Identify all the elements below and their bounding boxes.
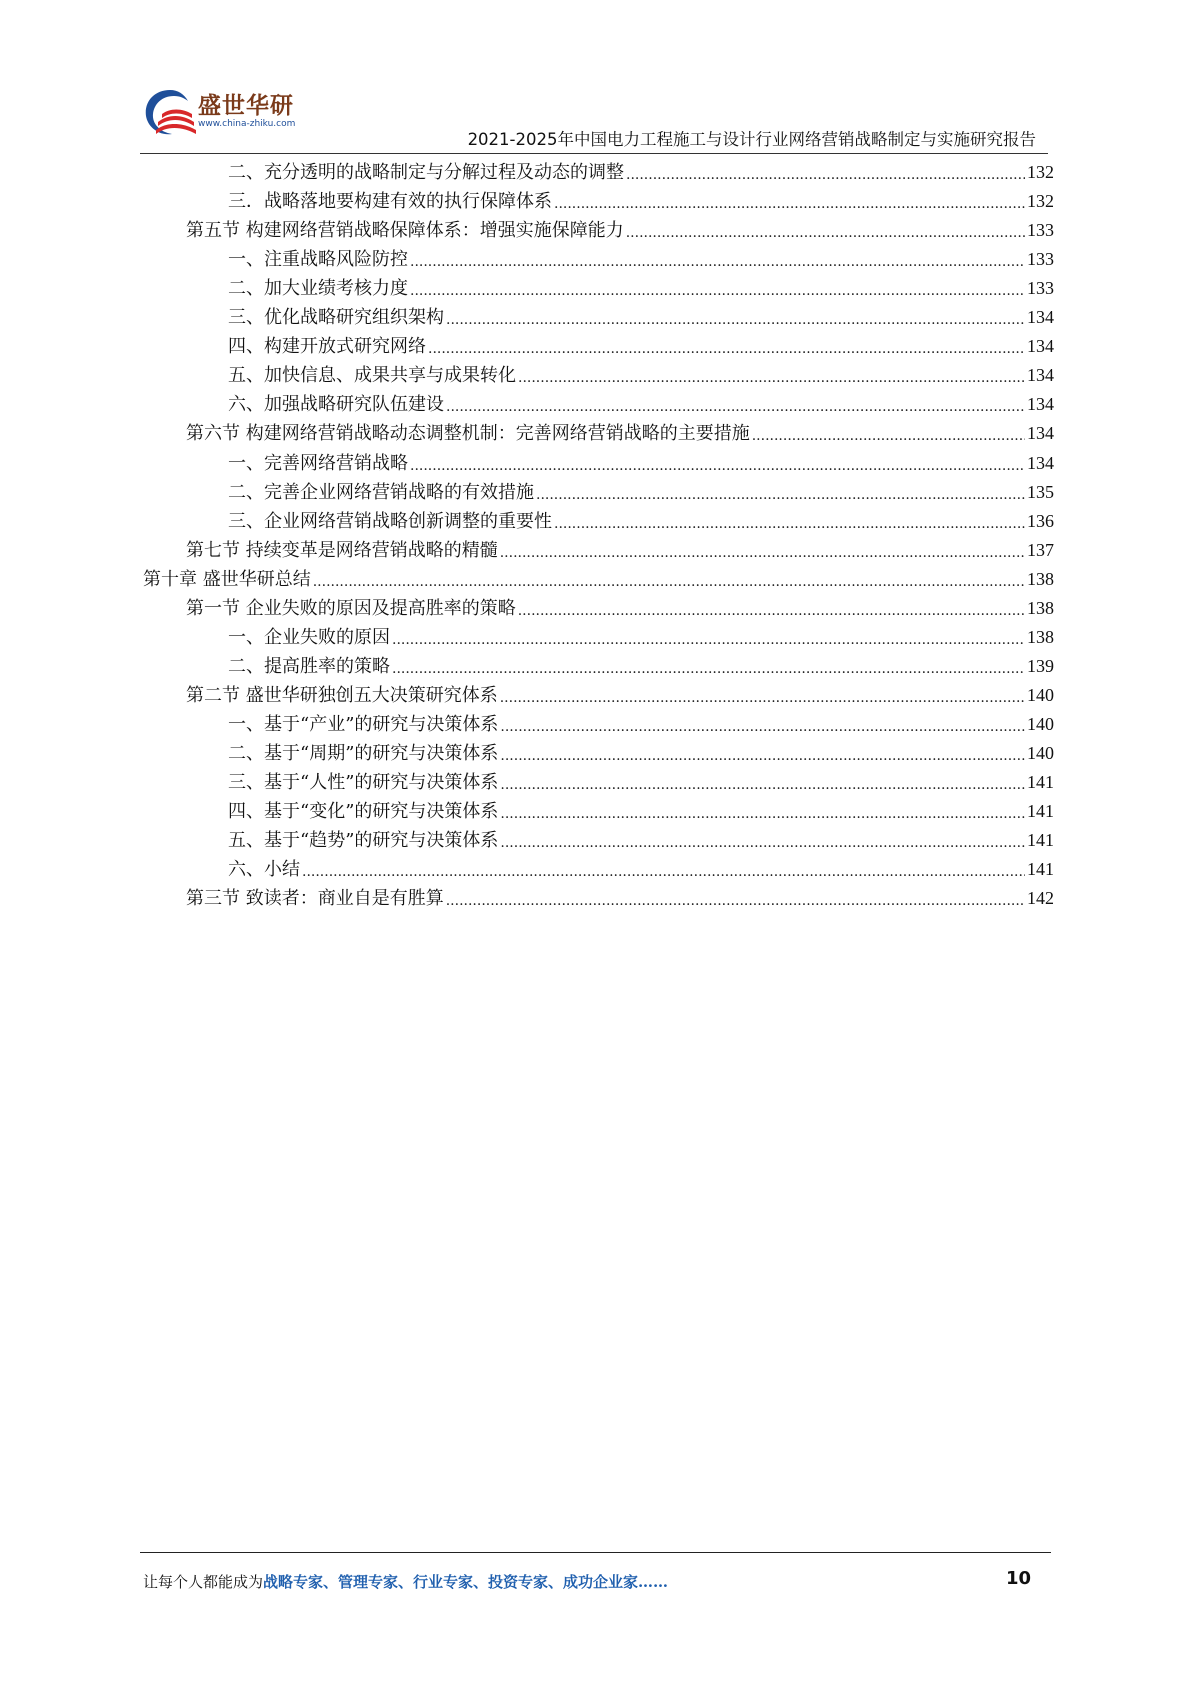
toc-entry-label: 三、优化战略研究组织架构 <box>228 307 444 329</box>
toc-entry-label: 四、构建开放式研究网络 <box>228 336 426 358</box>
toc-entry-page: 134 <box>1027 307 1054 328</box>
logo-mark-icon <box>140 84 200 146</box>
toc-entry-page: 138 <box>1027 568 1054 589</box>
toc-entry[interactable] <box>228 273 1054 304</box>
toc-entry-label: 一、企业失败的原因 <box>228 626 390 648</box>
toc-entry-page: 134 <box>1027 336 1054 357</box>
toc-entry-label: 二、提高胜率的策略 <box>228 655 390 677</box>
toc-entry[interactable] <box>228 854 1054 885</box>
toc-entry-label: 一、基于“产业”的研究与决策体系 <box>228 713 499 735</box>
toc-entry[interactable] <box>228 186 1054 217</box>
toc-entry-page: 137 <box>1027 539 1054 560</box>
toc-entry-page: 133 <box>1027 278 1054 299</box>
toc-entry-page: 138 <box>1027 626 1054 647</box>
toc-entry-label: 二、加大业绩考核力度 <box>228 278 408 300</box>
page-header <box>0 0 1191 150</box>
toc-entry-page: 140 <box>1027 713 1054 734</box>
toc-entry[interactable] <box>186 680 1054 711</box>
toc-entry-page: 141 <box>1027 801 1054 822</box>
toc-entry-label: 六、加强战略研究队伍建设 <box>228 394 444 416</box>
toc-entry-page: 139 <box>1027 655 1054 676</box>
toc-entry-label: 第六节 构建网络营销战略动态调整机制：完善网络营销战略的主要措施 <box>186 423 750 445</box>
toc-entry[interactable] <box>228 796 1054 827</box>
toc-entry[interactable] <box>228 825 1054 856</box>
toc-entry[interactable] <box>186 593 1054 624</box>
toc-entry-label: 三、基于“人性”的研究与决策体系 <box>228 772 499 794</box>
toc-entry-label: 三．战略落地要构建有效的执行保障体系 <box>228 191 552 213</box>
toc-entry-label: 二、充分透明的战略制定与分解过程及动态的调整 <box>228 162 624 183</box>
toc-entry[interactable] <box>228 709 1054 740</box>
toc-entry[interactable] <box>228 622 1054 653</box>
toc-entry-label: 五、加快信息、成果共享与成果转化 <box>228 365 516 387</box>
toc-entry-label: 第十章 盛世华研总结 <box>143 568 311 590</box>
footer-emphasis: 战略专家、管理专家、行业专家、投资专家、成功企业家 <box>263 1573 639 1591</box>
toc-entry-label: 第三节 致读者：商业自是有胜算 <box>186 888 444 910</box>
toc-entry-page: 136 <box>1027 510 1054 531</box>
footer-suffix: …… <box>638 1573 669 1591</box>
toc-entry[interactable] <box>143 564 1054 595</box>
toc-entry-label: 第二节 盛世华研独创五大决策研究体系 <box>186 684 498 706</box>
footer-slogan <box>143 1571 668 1592</box>
footer-prefix: 让每个人都能成为 <box>143 1573 264 1591</box>
toc-entry-page: 141 <box>1027 830 1054 851</box>
toc-entry-label: 三、企业网络营销战略创新调整的重要性 <box>228 510 552 532</box>
header-divider <box>140 153 1048 154</box>
toc-entry-label: 第一节 企业失败的原因及提高胜率的策略 <box>186 597 516 619</box>
toc-entry[interactable] <box>228 302 1054 333</box>
toc-entry-label: 五、基于“趋势”的研究与决策体系 <box>228 830 499 852</box>
report-title: 2021-2025年中国电力工程施工与设计行业网络营销战略制定与实施研究报告 <box>467 130 1036 149</box>
page-number: 10 <box>1005 1568 1031 1589</box>
toc-entry-label: 一、注重战略风险防控 <box>228 249 408 271</box>
toc-entry-page: 134 <box>1027 423 1054 444</box>
toc-entry[interactable] <box>228 506 1054 537</box>
toc-entry-page: 132 <box>1027 162 1054 182</box>
toc-entry-page: 140 <box>1027 743 1054 763</box>
toc-entry[interactable] <box>228 244 1054 275</box>
footer-divider <box>140 1552 1051 1553</box>
toc-entry-label: 二、完善企业网络营销战略的有效措施 <box>228 481 534 503</box>
toc-entry-page: 138 <box>1027 597 1054 618</box>
toc-entry[interactable] <box>228 477 1054 508</box>
toc-entry-page: 134 <box>1027 394 1054 415</box>
toc-entry-label: 六、小结 <box>228 859 300 881</box>
toc-entry-page: 141 <box>1027 859 1054 880</box>
logo-brand-text: 盛世华研 <box>198 93 294 119</box>
toc-entry-label: 四、基于“变化”的研究与决策体系 <box>228 801 499 823</box>
toc-entry-label: 一、完善网络营销战略 <box>228 452 408 474</box>
toc-entry-page: 135 <box>1027 481 1054 502</box>
toc-entry-page: 133 <box>1027 249 1054 270</box>
toc-entry-page: 140 <box>1027 684 1054 705</box>
toc-entry-label: 第五节 构建网络营销战略保障体系：增强实施保障能力 <box>186 220 624 242</box>
toc-entry[interactable] <box>186 418 1054 449</box>
toc-entry-label: 二、基于“周期”的研究与决策体系 <box>228 743 499 764</box>
toc-entry[interactable] <box>228 389 1054 420</box>
toc-entry[interactable] <box>228 738 1054 769</box>
toc-entry[interactable] <box>186 535 1054 566</box>
toc-entry-page: 134 <box>1027 452 1054 473</box>
toc-entry[interactable] <box>228 360 1054 391</box>
toc-entry[interactable] <box>186 215 1054 246</box>
toc-entry-page: 132 <box>1027 191 1054 212</box>
toc-entry-page: 133 <box>1027 220 1054 241</box>
toc-entry[interactable] <box>228 651 1054 682</box>
toc-dot-leader <box>446 886 1025 917</box>
toc-entry-page: 141 <box>1027 772 1054 793</box>
toc-entry[interactable] <box>228 157 1054 188</box>
toc-entry-label: 第七节 持续变革是网络营销战略的精髓 <box>186 539 498 561</box>
toc-entry[interactable] <box>228 448 1054 479</box>
toc-entry-page: 142 <box>1027 888 1054 909</box>
toc-entry[interactable] <box>228 767 1054 798</box>
toc-entry[interactable] <box>186 883 1054 914</box>
toc-entry[interactable] <box>228 331 1054 362</box>
logo-url-text: www.china-zhiku.com <box>198 119 296 129</box>
company-logo <box>140 84 315 146</box>
toc-entry-page: 134 <box>1027 365 1054 386</box>
